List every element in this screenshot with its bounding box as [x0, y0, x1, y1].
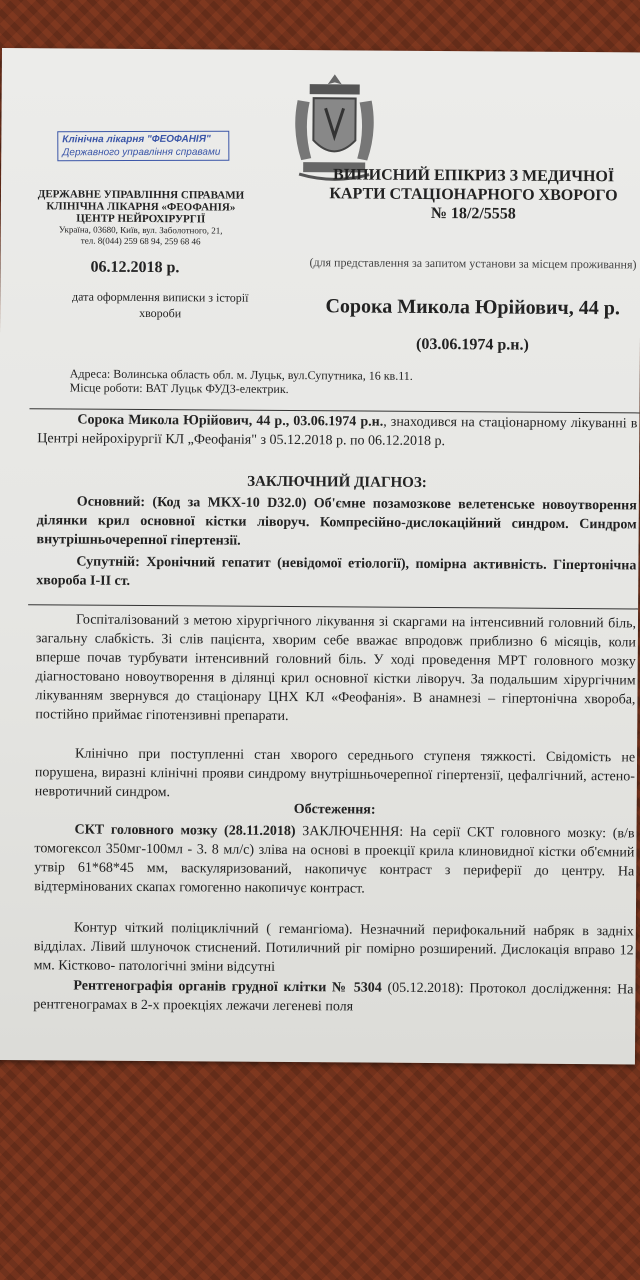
status-paragraph: Клінічно при поступленні стан хворого середнього ступеня тяжкості. Свідомість не порушена, виразні клінічні прояви синдрому внутрішньочерепної гіпертензії, цефалгічний, астено-невротичний синдром.: [34, 746, 636, 801]
purpose-note: (для представлення за запитом установи за місцем проживання): [309, 255, 637, 272]
ct-bold: СКТ головного мозку (28.11.2018): [74, 822, 296, 840]
title-line2: КАРТИ СТАЦІОНАРНОГО ХВОРОГО: [329, 185, 618, 205]
xray-bold: Рентгенографія органів грудної клітки № 5304: [73, 978, 382, 996]
document-date-caption: дата оформлення виписки з історії хвороби: [72, 289, 249, 321]
document-page: [0, 48, 640, 1064]
document-title: [301, 165, 640, 224]
diagnosis-main: Основний: (Код за МКХ-10 D32.0) Об'ємне позамозкове велетенське новоутворення ділянки крил основної кістки ліворуч. Компресійно-дислокаційний синдром. Синдром внутрішньочерепної гіпертензії.: [36, 494, 637, 549]
xray-paragraph: [33, 976, 633, 1018]
document-date: 06.12.2018 р.: [90, 258, 180, 277]
work-value: ВАТ Луцьк ФУДЗ-електрик.: [145, 381, 289, 397]
xray-rest: (05.12.2018): Протокол дослідження: На рентгенограмах в 2-х проекціях лежачи легеневі поля: [33, 980, 634, 1015]
ct-rest: ЗАКЛЮЧЕННЯ: На серії СКТ головного мозку: (в/в томогексол 350мг-100мл - 3. 8 мл/с) зліва на основі в проекції крила клиновидної кістки об'ємний утвір 61*68*45 мм, васкуляризований, накопичує контраст з периферії до центру. На відтермінованих скапах гомогенно накопичує контраст.: [34, 824, 635, 897]
divider-middle: [28, 604, 638, 609]
work-label: Місце роботи:: [69, 380, 143, 395]
ct-paragraph: [34, 820, 635, 900]
ct-contour-paragraph: Контур чіткий поліциклічний ( гемангіома). Незначний перифокальний набряк в задніх відділах. Лівий шлуночок стиснений. Потиличний ріг помірно розширений. Дислокація вправо 12 мм. Кістково- патологічні зміни відсутні: [33, 920, 634, 975]
title-number: № 18/2/5558: [430, 204, 516, 223]
anamnesis-paragraph: Госпіталізований з метою хірургічного лікування зі скаргами на інтенсивний головний біль, загальну слабкість. Зі слів пацієнта, хворим себе вважає впродовж приблизно 6 місяців, коли вперше почав турбувати інтенсивний головний біль. У ході проведення МРТ головного мозку діагностовано новоутворення в ділянці крил основної кістки ліворуч. За подальшим хірургічним лікуванням звернувся до стаціонару ЦНХ КЛ «Феофанія». В анамнезі – гіпертонічна хвороба, постійно приймає гіпотензивні препарати.: [35, 612, 637, 725]
org-address: Україна, 03680, Київ, вул. Заболотного, 21,: [58, 224, 223, 236]
intro-rest: , знаходився на стаціонарному лікуванні в Центрі нейрохірургії КЛ „Феофанія" з 05.12.2018 р. по 06.12.2018 р.: [37, 414, 638, 450]
diagnosis-secondary: Супутній: Хронічний гепатит (невідомої етіології), помірна активність. Гіпертонічна хвороба І-ІІ ст.: [36, 554, 637, 589]
diagnosis-header: ЗАКЛЮЧНИЙ ДІАГНОЗ:: [247, 473, 427, 491]
stamp-line2: Державного управління справами: [62, 146, 221, 159]
org-line2: КЛІНІЧНА ЛІКАРНЯ «ФЕОФАНІЯ»: [46, 200, 236, 214]
exams-header: Обстеження:: [293, 802, 376, 818]
stamp-line1: Клінічна лікарня "ФЕОФАНІЯ": [62, 133, 211, 146]
address-label: Адреса:: [69, 366, 111, 381]
org-line1: ДЕРЖАВНЕ УПРАВЛІННЯ СПРАВАМИ: [37, 188, 245, 202]
patient-address-block: [70, 366, 413, 396]
address-value: Волинська область обл. м. Луцьк, вул.Супутника, 16 кв.11.: [113, 366, 413, 383]
patient-name: Сорока Микола Юрійович, 44 р.: [325, 295, 620, 320]
org-line3: ЦЕНТР НЕЙРОХІРУРГІЇ: [76, 212, 206, 226]
organization-header: [21, 188, 261, 248]
intro-paragraph: [37, 410, 637, 452]
title-line1: ВИПИСНИЙ ЕПІКРИЗ З МЕДИЧНОЇ: [333, 166, 615, 186]
patient-birthdate: (03.06.1974 р.н.): [415, 335, 529, 354]
intro-bold: Сорока Микола Юрійович, 44 р., 03.06.1974 р.н.: [77, 412, 384, 430]
clinic-stamp: [57, 131, 229, 162]
org-phone: тел. 8(044) 259 68 94, 259 68 46: [80, 235, 201, 247]
